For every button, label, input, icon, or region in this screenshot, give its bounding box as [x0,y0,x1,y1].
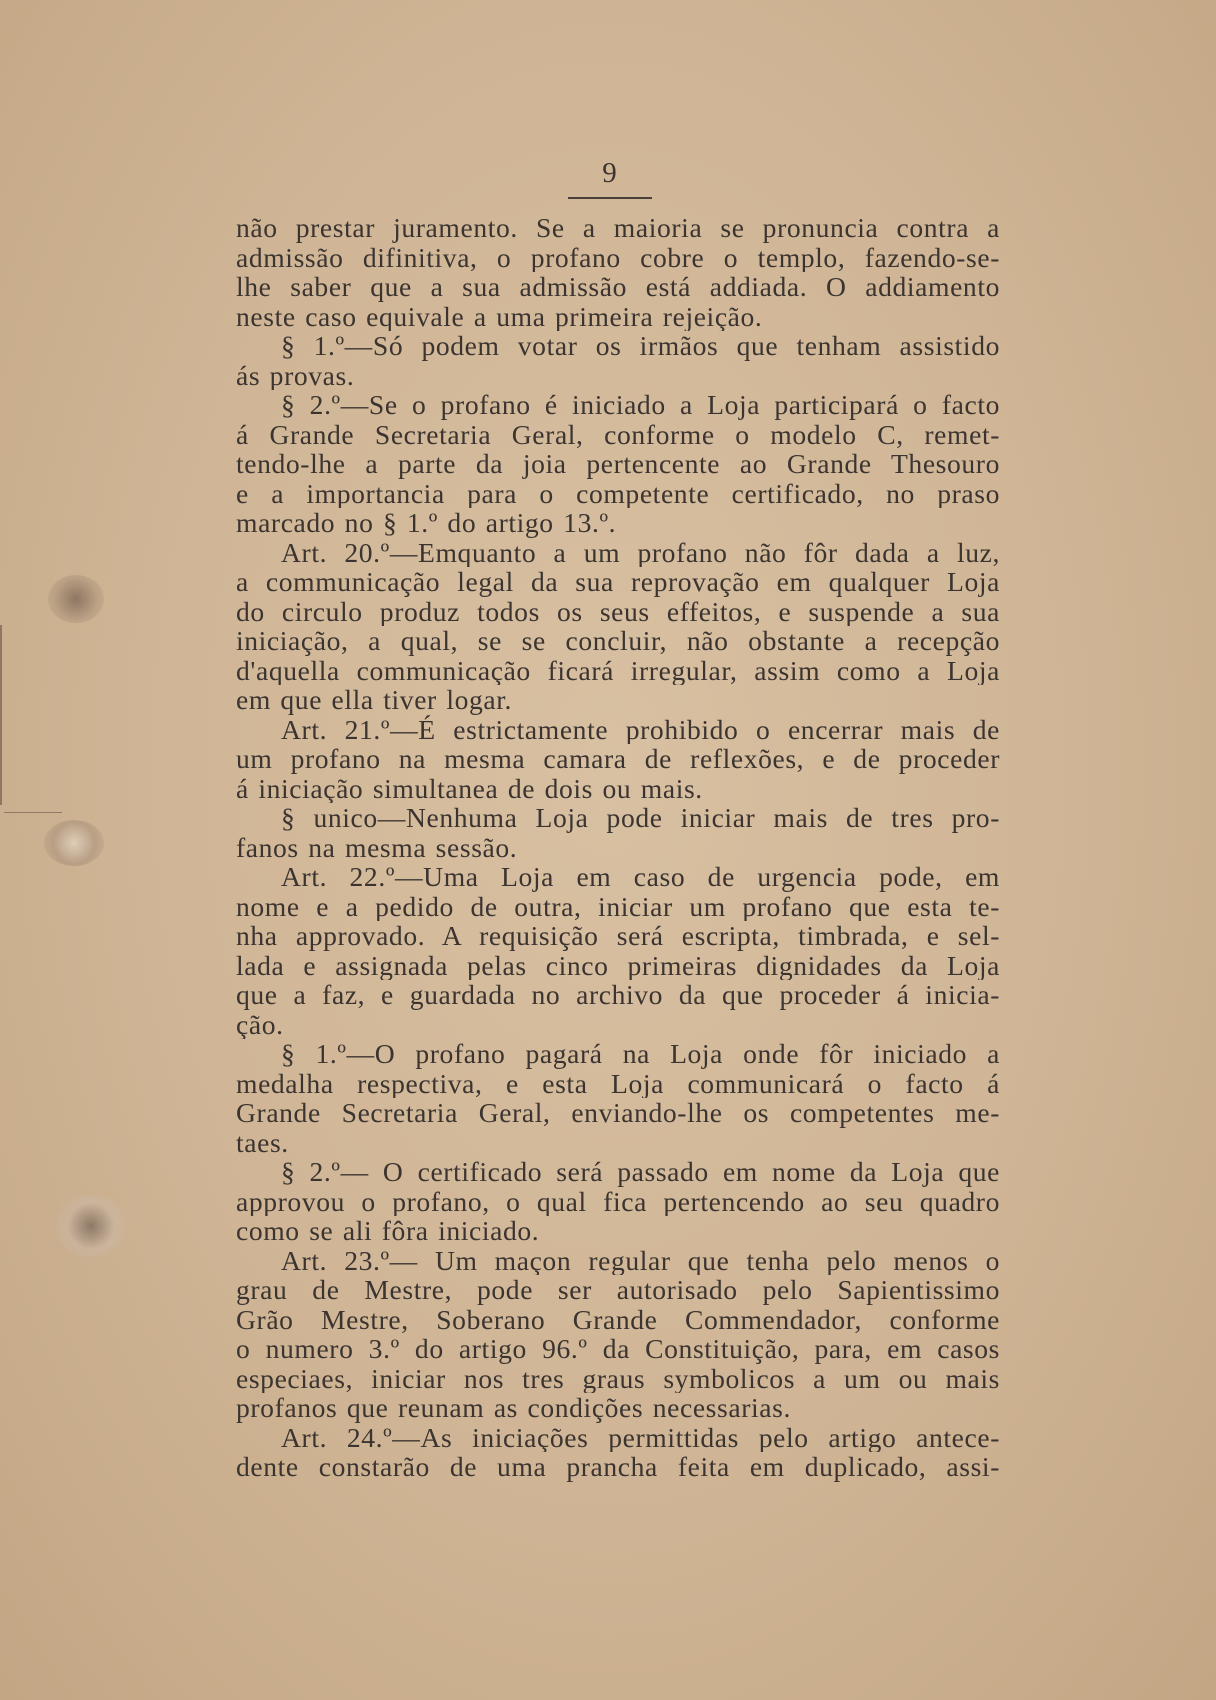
paper-edge-line [0,625,2,805]
text-line: marcado no § 1.º do artigo 13.º. [236,508,617,538]
text-line: approvou o profano, o qual fica pertencendo ao seu quadro [236,1186,1000,1216]
paper-edge-line [4,812,62,813]
text-line: neste caso equivale a uma primeira rejeição. [236,301,763,331]
text-line: nha approvado. A requisição será escripta, timbrada, e sel- [236,921,1000,951]
page-number-rule [568,197,652,199]
text-line: Grande Secretaria Geral, enviando-lhe os competentes me- [236,1098,1000,1128]
text-line: § unico—Nenhuma Loja pode iniciar mais de tres pro- [281,803,1000,833]
text-line: Art. 20.º—Emquanto a um profano não fôr dada a luz, [281,537,1000,567]
text-line: § 1.º—Só podem votar os irmãos que tenham assistido [281,331,1000,361]
text-line: tendo-lhe a parte da joia pertencente ao Grande Thesouro [236,449,1000,479]
text-line: Art. 21.º—É estrictamente prohibido o encerrar mais de [281,714,1000,744]
text-line: lhe saber que a sua admissão está addiada. O addiamento [236,272,1000,302]
text-line: Grão Mestre, Soberano Grande Commendador, conforme [236,1304,1000,1334]
text-line: em que ella tiver logar. [236,685,513,715]
text-line: a communicação legal da sua reprovação em qualquer Loja [236,567,1000,597]
text-line: especiaes, iniciar nos tres graus symbolicos a um ou mais [236,1363,1000,1393]
text-line: á iniciação simultanea de dois ou mais. [236,773,703,803]
text-line: § 2.º— O certificado será passado em nome da Loja que [281,1157,1000,1187]
text-line: Art. 23.º— Um maçon regular que tenha pelo menos o [281,1245,1000,1275]
text-line: um profano na mesma camara de reflexões, e de proceder [236,744,1000,774]
text-line: como se ali fôra iniciado. [236,1216,540,1246]
text-line: não prestar juramento. Se a maioria se pronuncia contra a [236,213,1000,243]
text-line: ás provas. [236,360,355,390]
text-line: profanos que reunam as condições necessarias. [236,1393,791,1423]
text-line: grau de Mestre, pode ser autorisado pelo Sapientissimo [236,1275,1000,1305]
text-line: que a faz, e guardada no archivo da que proceder á inicia- [236,980,1000,1010]
body-text [236,213,1000,1482]
text-line: do circulo produz todos os seus effeitos, e suspende a sua [236,596,1000,626]
text-line: § 1.º—O profano pagará na Loja onde fôr iniciado a [281,1039,1000,1069]
text-line: iniciação, a qual, se se concluir, não obstante a recepção [236,626,1000,656]
text-line: medalha respectiva, e esta Loja communicará o facto á [236,1068,1000,1098]
text-line: nome e a pedido de outra, iniciar um profano que esta te- [236,891,1000,921]
paper-stain [56,1195,126,1257]
page-number: 9 [602,157,618,189]
paper-stain [48,575,104,623]
text-line: d'aquella communicação ficará irregular, assim como a Loja [236,655,1000,685]
text-line: lada e assignada pelas cinco primeiras dignidades da Loja [236,950,1000,980]
text-line: ção. [236,1009,284,1039]
text-line: fanos na mesma sessão. [236,832,518,862]
text-line: admissão difinitiva, o profano cobre o templo, fazendo-se- [236,242,1000,272]
text-line: e a importancia para o competente certificado, no praso [236,478,1000,508]
text-line: o numero 3.º do artigo 96.º da Constituição, para, em casos [236,1334,1000,1364]
text-line: á Grande Secretaria Geral, conforme o modelo C, remet- [236,419,1000,449]
text-line: Art. 22.º—Uma Loja em caso de urgencia pode, em [281,862,1000,892]
text-line: taes. [236,1127,289,1157]
text-line: Art. 24.º—As iniciações permittidas pelo artigo antece- [281,1422,1000,1452]
text-line: dente constarão de uma prancha feita em duplicado, assi- [236,1452,1000,1482]
text-line: § 2.º—Se o profano é iniciado a Loja participará o facto [281,390,1000,420]
paper-stain [44,820,104,866]
